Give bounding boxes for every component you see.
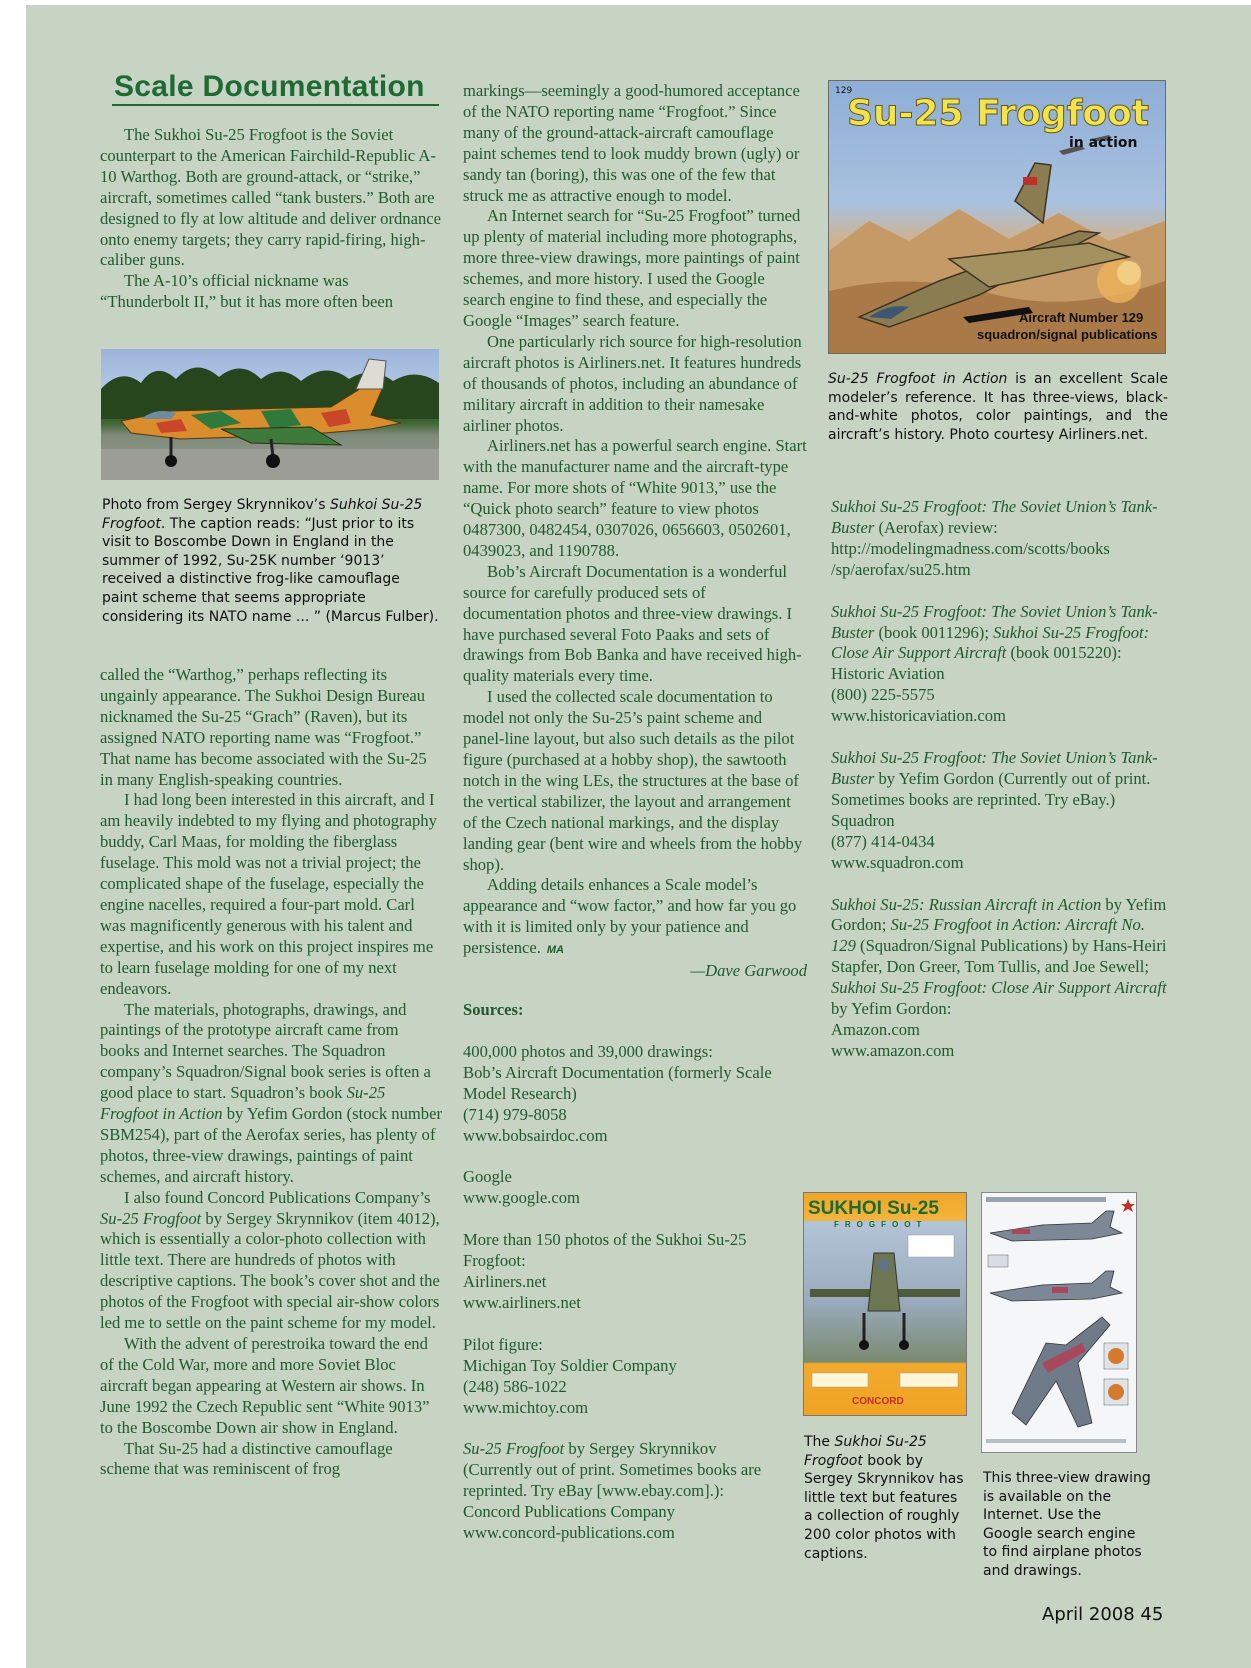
cover-aircraft-number: Aircraft Number 129 xyxy=(1019,310,1144,325)
author-signature: —Dave Garwood xyxy=(690,961,807,981)
book-cover-frogfoot-in-action xyxy=(828,80,1166,354)
paragraph: With the advent of perestroika toward the end of the Cold War, more and more Soviet Bloc aircraft began appearing at Western air shows. In June 1992 the Czech Republic sent “White 9013” to the Boscombe Down air show in England. xyxy=(100,1334,430,1437)
book-title: Su-25 Frogfoot in Action: Aircraft No. 129 xyxy=(831,915,1145,956)
reference-entry xyxy=(831,497,1171,581)
source-url: www.airliners.net xyxy=(463,1292,581,1312)
source-line xyxy=(463,1439,807,1460)
text: Adding details enhances a Scale model’s appearance and “wow factor,” and how far you go with it is limited only by your patience and persistence. xyxy=(463,875,797,958)
page-title: Scale Documentation xyxy=(114,70,425,103)
book-title: Su-25 Frogfoot in Action xyxy=(100,1083,386,1124)
source-line: Pilot figure: xyxy=(463,1334,543,1354)
source-entry xyxy=(463,1167,807,1209)
paragraph: One particularly rich source for high-resolution aircraft photos is Airliners.net. It features hundreds of thousands of photos, including an abundance of military aircraft in addition to their namesake airliner photos. xyxy=(463,331,802,435)
source-phone: (248) 586-1022 xyxy=(463,1376,567,1396)
source-line: (Currently out of print. Sometimes books are xyxy=(463,1460,762,1480)
source-line: More than 150 photos of the Sukhoi Su-25 xyxy=(463,1230,747,1250)
book-title: Sukhoi Su-25 Frogfoot: Close Air Support Aircraft xyxy=(831,978,1167,998)
book-title: Sukhoi Su-25 Frogfoot: Close Air Support Aircraft xyxy=(831,622,1150,663)
source-entry xyxy=(463,1230,807,1314)
aircraft-photo xyxy=(101,349,439,480)
cover-caption xyxy=(828,370,1168,444)
reference-line: Squadron xyxy=(831,810,895,830)
paragraph xyxy=(100,1000,442,1188)
camouflaged-su25-illustration xyxy=(101,349,439,480)
paragraph: That Su-25 had a distinctive camouflage scheme that was reminiscent of frog xyxy=(100,1438,393,1479)
cover-publisher: squadron/signal publications xyxy=(977,327,1158,342)
paragraph: The A-10’s official nickname was “Thunderbolt II,” but it has more often been xyxy=(100,271,394,312)
reference-line: Historic Aviation xyxy=(831,664,945,684)
text: I also found Concord Publications Company’s xyxy=(124,1187,431,1207)
cover-title: SUKHOI Su-25 xyxy=(808,1198,939,1219)
source-url: www.michtoy.com xyxy=(463,1397,589,1417)
text: (Aerofax) review: xyxy=(874,517,998,537)
source-entry xyxy=(463,1335,807,1419)
source-line: Michigan Toy Soldier Company xyxy=(463,1355,677,1375)
caption-book-title: Su-25 Frogfoot in Action xyxy=(828,371,1008,387)
paragraph: called the “Warthog,” perhaps reflecting its ungainly appearance. The Sukhoi Design Bureau nicknamed the Su-25 “Grach” (Raven), but its assigned NATO reporting name was “Frogfoot.” That name has become associated with the Su-25 in many English-speaking countries. xyxy=(100,665,427,789)
paragraph: The Sukhoi Su-25 Frogfoot is the Soviet counterpart to the American Fairchild-Republic A-10 Warthog. Both are ground-attack, or “strike,” aircraft, sometimes called “tank busters.” Both are designed to fly at low altitude and deliver ordnance onto enemy targets; they carry rapid-firing, high-caliber guns. xyxy=(100,125,441,270)
text: by Sergey Skrynnikov xyxy=(564,1439,717,1459)
sources-heading: Sources: xyxy=(463,999,524,1019)
text: by Yefim Gordon; xyxy=(831,894,1167,935)
paragraph xyxy=(100,1188,442,1334)
book-cover-artwork xyxy=(804,1193,966,1415)
reference-url: /sp/aerofax/su25.htm xyxy=(831,559,971,579)
caption-book-title: Suhkoi Su-25 Frogfoot xyxy=(102,497,423,532)
source-line: Model Research) xyxy=(463,1083,577,1103)
book-title: Sukhoi Su-25 Frogfoot: The Soviet Union’s Tank-Buster xyxy=(831,748,1158,788)
source-line: reprinted. Try eBay [www.ebay.com].): xyxy=(463,1481,724,1501)
reference-url: www.amazon.com xyxy=(831,1040,955,1060)
cover-title: Su-25 Frogfoot xyxy=(847,93,1150,134)
source-entry xyxy=(463,1042,807,1147)
reference-url: www.squadron.com xyxy=(831,852,964,872)
caption-text: . The caption reads: “Just prior to its visit to Boscombe Down in England in the summer of 1992, Su-25K number ‘9013’ received a distinctive frog-like camouflage paint scheme that seems appropriate considering its NATO name ... ” (Marcus Fulber). xyxy=(102,515,439,625)
cover-subtitle: FROGFOOT xyxy=(834,1220,928,1229)
source-url: www.bobsairdoc.com xyxy=(463,1125,608,1145)
three-view-illustration xyxy=(982,1193,1136,1452)
caption-text: is an excellent Scale modeler’s reference. It has three-views, black-and-white photos, color paintings, and the aircraft’s history. Photo courtesy Airliners.net. xyxy=(828,371,1168,443)
caption-book-title: Sukhoi Su-25 Frogfoot xyxy=(804,1434,927,1469)
article-column-1-continued xyxy=(100,665,442,1480)
source-line: Frogfoot: xyxy=(463,1251,526,1271)
source-line: Bob’s Aircraft Documentation (formerly Scale xyxy=(463,1062,772,1082)
paragraph xyxy=(463,875,807,961)
paragraph: Airliners.net has a powerful search engine. Start with the manufacturer name and the aircraft-type name. For more shots of “White 9013,” use the “Quick photo search” feature to view photos 0487300, 0482454, 0307026, 0656603, 0502601, 0439023, and 1190788. xyxy=(463,436,807,560)
text: by Yefim Gordon (stock number SBM254), part of the Aerofax series, has plenty of photos, three-view drawings, paintings of paint schemes, and aircraft history. xyxy=(100,1104,442,1186)
page-folio: April 2008 45 xyxy=(1042,1604,1164,1625)
reference-url: http://modelingmadness.com/scotts/books xyxy=(831,538,1110,558)
text: by Yefim Gordon: xyxy=(831,999,952,1019)
reference-url: www.historicaviation.com xyxy=(831,706,1006,726)
source-line: Concord Publications Company xyxy=(463,1502,676,1522)
text: The materials, photographs, drawings, and paintings of the prototype aircraft came from books and Internet searches. The Squadron company’s Squadron/Signal book series is often a good place to start. Squadron’s book xyxy=(100,999,431,1103)
source-phone: (714) 979-8058 xyxy=(463,1104,567,1124)
cover-publisher: CONCORD xyxy=(852,1396,904,1407)
paragraph: I had long been interested in this aircraft, and I am heavily indebted to my flying and photography buddy, Carl Maas, for molding the fiberglass fuselage. This mold was not a trivial project; the complicated shape of the fuselage, especially the engine nacelles, required a four-part mold. Carl was magnificently generous with his talent and expertise, and his work on this project inspires me to learn fuselage molding for one of my next endeavors. xyxy=(100,790,437,998)
book-cover-artwork xyxy=(829,81,1165,353)
title-underline xyxy=(112,104,439,106)
source-url: www.concord-publications.com xyxy=(463,1523,675,1543)
cover-subtitle: in action xyxy=(1069,135,1138,151)
paragraph: An Internet search for “Su-25 Frogfoot” turned up plenty of material including more photographs, more three-view drawings, more paintings of paint schemes, and more history. I used the Google search engine to find these, and especially the Google “Images” search feature. xyxy=(463,206,801,330)
book-title: Sukhoi Su-25 Frogfoot: The Soviet Union’s Tank-Buster xyxy=(831,497,1158,537)
reference-phone: (800) 225-5575 xyxy=(831,685,935,705)
book-cover-sukhoi-su25 xyxy=(803,1192,967,1416)
reference-entry xyxy=(831,748,1171,873)
book-title: Su-25 Frogfoot xyxy=(100,1208,202,1228)
cover-number-label: 129 xyxy=(835,86,853,96)
caption-text: Photo from Sergey Skrynnikov’s xyxy=(102,497,330,513)
book-title: Sukhoi Su-25: Russian Aircraft in Action xyxy=(831,894,1102,914)
source-line: Google xyxy=(463,1167,512,1187)
references-column xyxy=(831,497,1171,1062)
source-url: www.google.com xyxy=(463,1188,580,1208)
paragraph: Bob’s Aircraft Documentation is a wonderful source for carefully produced sets of documentation photos and three-view drawings. I have purchased several Foto Paaks and sets of drawings from Bob Banka and have received high-quality materials every time. xyxy=(463,561,802,686)
text: by Sergey Skrynnikov (item 4012), which is essentially a color-photo collection with little text. There are hundreds of photos with descriptive captions. The book’s cover shot and the photos of the Frogfoot with special air-show colors led me to settle on the paint scheme for my model. xyxy=(100,1208,440,1333)
source-entry xyxy=(463,1439,807,1544)
article-column-1 xyxy=(100,125,442,313)
cover-caption xyxy=(804,1433,964,1563)
three-view-drawing xyxy=(981,1192,1137,1453)
source-line: Airliners.net xyxy=(463,1272,547,1292)
book-title: Sukhoi Su-25 Frogfoot: The Soviet Union’s Tank-Buster xyxy=(831,601,1158,642)
paragraph: I used the collected scale documentation to model not only the Su-25’s paint scheme and panel-line layout, but also such details as the pilot figure (purchased at a hobby shop), the sawtooth notch in the wing LEs, the structures at the base of the vertical stabilizer, the layout and arrangement of the Czech national markings, and the display landing gear (bent wire and wheels from the hobby shop). xyxy=(463,687,803,874)
paragraph: markings—seemingly a good-humored acceptance of the NATO reporting name “Frogfoot.” Since many of the ground-attack-aircraft camouflage paint schemes tend to look muddy brown (ugly) or sandy tan (boring), this was one of the few that struck me as attractive enough to model. xyxy=(463,81,800,205)
source-line: 400,000 photos and 39,000 drawings: xyxy=(463,1041,713,1061)
article-column-2 xyxy=(463,81,807,1544)
caption-text: The xyxy=(804,1434,835,1450)
caption-text: book by Sergey Skrynnikov has little text but features a collection of roughly 200 color photos with captions. xyxy=(804,1452,964,1562)
reference-line: Amazon.com xyxy=(831,1019,920,1039)
text: (book 0015220): xyxy=(1006,643,1122,663)
end-mark: MA xyxy=(546,944,564,957)
book-title: Su-25 Frogfoot xyxy=(463,1439,565,1459)
three-view-caption: This three-view drawing is available on the Internet. Use the Google search engine to find airplane photos and drawings. xyxy=(983,1470,1151,1579)
text: by Yefim Gordon (Currently out of print. Sometimes books are reprinted. Try eBay.) xyxy=(831,768,1151,809)
reference-phone: (877) 414-0434 xyxy=(831,831,935,851)
reference-entry xyxy=(831,602,1171,727)
text: (book 0011296); xyxy=(874,622,989,642)
text: (Squadron/Signal Publications) by Hans-Heiri Stapfer, Don Greer, Tom Tullis, and Joe Sewell; xyxy=(831,936,1167,977)
photo-caption xyxy=(102,496,439,626)
reference-entry xyxy=(831,895,1171,1062)
